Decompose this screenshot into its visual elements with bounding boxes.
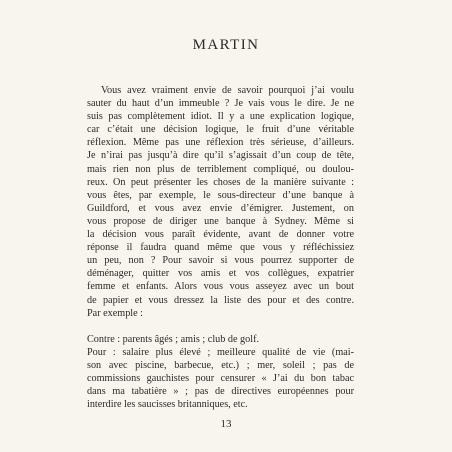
text-line: mais rien non plus de terriblement compliqué, ou doulou- [87,163,354,175]
chapter-title: MARTIN [192,37,260,53]
text-line: la décision vous paraît évidente, avant de donner votre [87,229,354,241]
text-line: un peu, non ? Pour savoir si vous pourrez supporter de [87,255,354,267]
paragraph-gap [87,320,354,333]
text-line: Contre : parents âgés ; amis ; club de golf. [87,333,260,345]
text-line: femme et enfants. Alors vous vous asseyez avec un bout [87,281,354,293]
text-line: Guildford, et vous avez envie d’émigrer. Justement, on [87,202,354,214]
text-line: son avec piscine, barbecue, etc.) ; mer, soleil ; pas de [87,359,354,371]
text-line: reux. On peut présenter les choses de la manière suivante : [87,176,354,188]
text-line: suis pas complètement idiot. Il y a une explication logique, [87,111,354,123]
text-line: commissions gauchistes pour censurer « J’ai du bon tabac [87,372,354,384]
text-line: vous propose de diriger une banque à Sydney. Même si [87,215,354,227]
text-line: dans ma tabatière » ; pas de directives européennes pour [87,386,354,398]
text-line: car c’était une décision logique, le fruit d’une véritable [87,124,354,136]
text-line: déménager, quitter vos amis et vos collègues, expatrier [87,268,354,280]
text-line: réponse il faudra quand même que vous y réfléchissiez [87,242,354,254]
text-line: réflexion. Même pas une réflexion très sérieuse, d’ailleurs. [87,137,354,149]
page-number: 13 [220,418,232,430]
text-line: Pour : salaire plus élevé ; meilleure qualité de vie (mai- [87,346,354,358]
body-text [87,84,354,411]
text-line: Vous avez vraiment envie de savoir pourquoi j’ai voulu [101,85,354,96]
text-line: interdire les saucisses britanniques, etc. [87,399,248,411]
text-line: de papier et vous dressez la liste des pour et des contre. [87,294,354,306]
text-line: sauter du haut d’un immeuble ? Je vais vous le dire. Je ne [87,98,354,110]
text-line: Je n’irai pas jusqu’à dire qu’il s’agissait d’un coup de tête, [87,150,354,162]
text-line: vous êtes, par exemple, le sous-directeur d’une banque à [87,189,354,201]
text-line: Par exemple : [87,307,144,319]
